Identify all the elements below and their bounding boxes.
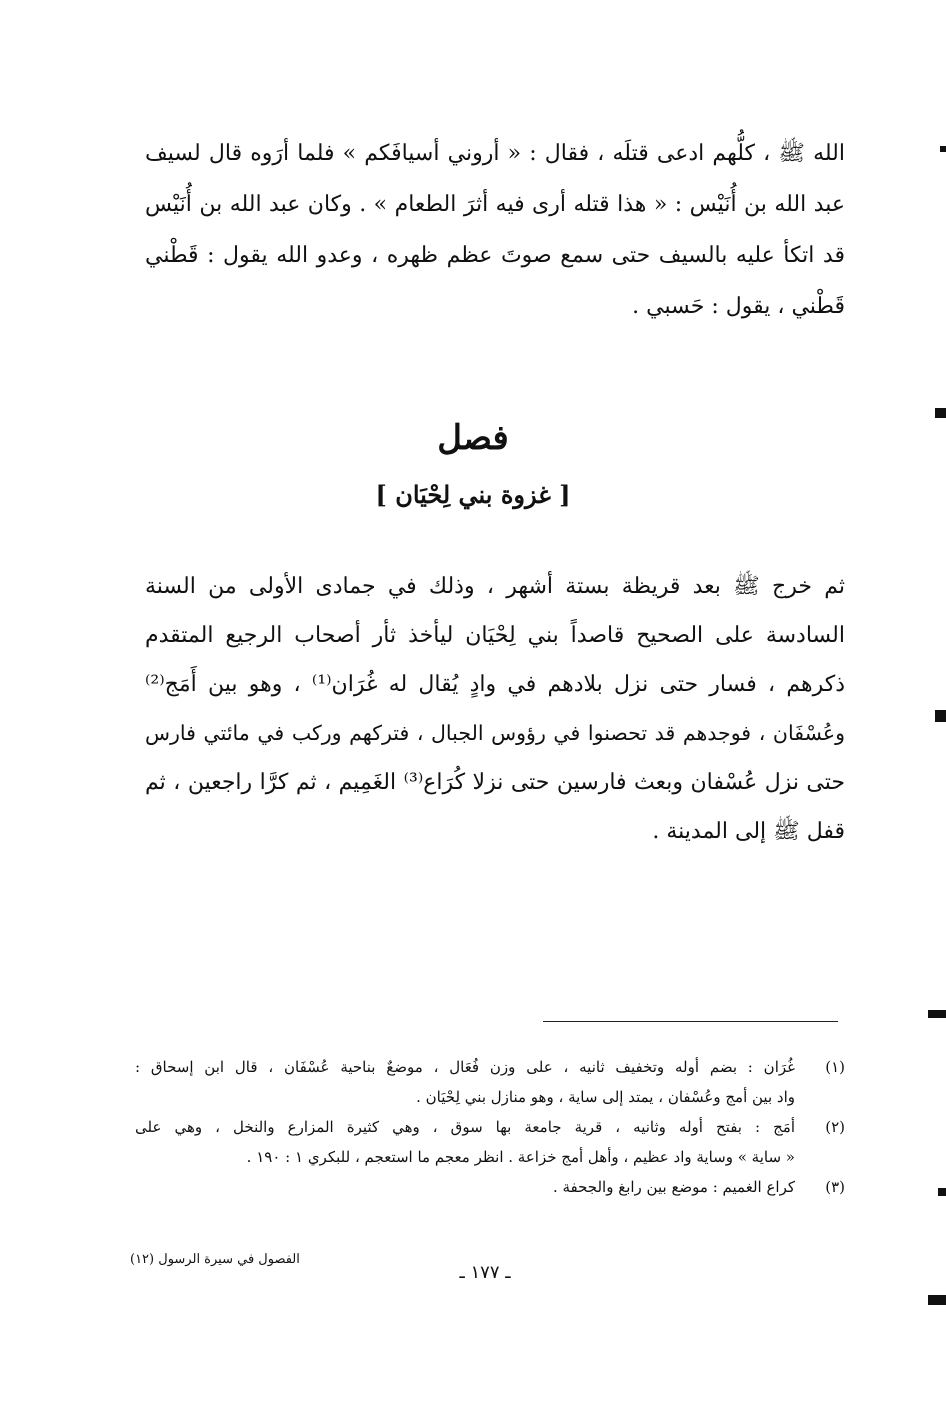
scan-edge-mark (928, 1010, 946, 1018)
paragraph-line: ثم خرج ﷺ بعد قريظة بستة أشهر ، وذلك في جمادى الأولى من السنة (145, 574, 845, 599)
footnote-text (135, 1172, 795, 1202)
paragraph-line: ذكرهم ، فسار حتى نزل بلادهم في وادٍ يُقال له غُرَان⁽¹⁾ ، وهو بين أَمَج⁽²⁾ (145, 672, 846, 697)
top-paragraph (145, 128, 845, 332)
paragraph-line: قد اتكأ عليه بالسيف حتى سمع صوتَ عظم ظهره ، وعدو الله يقول : قَطْني (145, 243, 845, 268)
footnote (135, 1112, 845, 1172)
footnote-line: كراع الغميم : موضع بين رابغ والجحفة . (552, 1178, 795, 1196)
paragraph-line: وعُسْفَان ، فوجدهم قد تحصنوا في رؤوس الجبال ، فتركهم وركب في مائتي فارس (145, 721, 845, 745)
footnote (135, 1172, 845, 1202)
footnote-separator (543, 1021, 838, 1022)
paragraph-line: الله ﷺ ، كلُّهم ادعى قتلَه ، فقال : « أروني أسيافَكم » فلما أرَوه قال لسيف (145, 141, 845, 166)
running-footer: الفصول في سيرة الرسول (١٢) (130, 1252, 300, 1267)
paragraph-line: قَطْني ، يقول : حَسبي . (632, 294, 845, 319)
footnote-text (135, 1112, 795, 1172)
footnote-line: واد بين أمج وعُسْفان ، يمتد إلى ساية ، وهو منازل بني لِحْيَان . (416, 1088, 795, 1106)
section-heading: فصل (437, 418, 509, 458)
footnote-number: (٢) (825, 1118, 845, 1136)
footnote (135, 1052, 845, 1112)
footnote-number: (٣) (825, 1178, 845, 1196)
scan-edge-mark (928, 1295, 946, 1305)
footnotes (135, 1052, 845, 1202)
paragraph-line: السادسة على الصحيح قاصداً بني لِحْيَان ليأخذ ثأر أصحاب الرجيع المتقدم (145, 623, 845, 648)
scan-edge-mark (935, 710, 946, 722)
paragraph-line: عبد الله بن أُنَيْس : « هذا قتله أرى فيه أثرَ الطعام » . وكان عبد الله بن أُنَيْس (145, 192, 845, 217)
footnote-line: أمَج : بفتح أوله وثانيه ، قرية جامعة بها سوق ، وهي كثيرة المزارع والنخل ، وهي على (135, 1118, 795, 1136)
footnote-line: غُرَان : بضم أوله وتخفيف ثانيه ، على وزن فُعَال ، موضعٌ بناحية عُسْفَان ، قال ابن إسحاق : (135, 1058, 795, 1076)
footnote-number: (١) (825, 1058, 845, 1076)
paragraph-line: قفل ﷺ إلى المدينة . (652, 819, 845, 844)
footnote-text (135, 1052, 795, 1112)
scan-edge-mark (935, 408, 946, 418)
section-subheading: [ غزوة بني لِحْيَان ] (375, 480, 571, 509)
main-paragraph (145, 562, 845, 856)
paragraph-line: حتى نزل عُسْفان وبعث فارسين حتى نزلا كُرَاع⁽³⁾ الغَمِيم ، ثم كرَّا راجعين ، ثم (145, 770, 845, 795)
scan-edge-mark (940, 146, 946, 152)
page-number: ـ ١٧٧ ـ (459, 1262, 511, 1283)
scan-edge-mark (938, 1188, 946, 1196)
footnote-line: « ساية » وساية واد عظيم ، وأهل أمج خزاعة . انظر معجم ما استعجم ، للبكري ١ : ١٩٠ . (246, 1148, 795, 1166)
